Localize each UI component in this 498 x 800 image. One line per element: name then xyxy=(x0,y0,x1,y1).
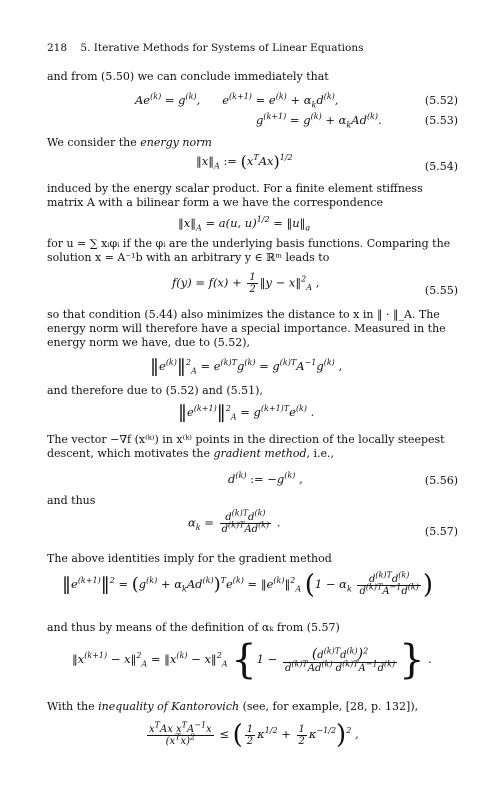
equation-5-57: $\alpha_k$ = $\frac{d^{(k)T}d^{(k)}}{d^{(k)T}Ad^{(k)}}$ . xyxy=(188,508,281,535)
equation-5-54: $‖x‖_A$ := $(x^TAx)^{1/2}$ xyxy=(196,152,293,171)
paragraph-5: so that condition (5.44) also minimizes the distance to x in ‖ · ‖_A. The energy norm will therefore have a special importance. Measured in the energy norm we have, due to (5.52), xyxy=(47,308,446,349)
equation-number-5-57: (5.57) xyxy=(424,525,458,538)
equation-error-reduction: $‖x^{(k+1)}$ − x‖$^2_A$ = $‖x^{(k)}$ − x‖$^2_A$ {1 − $\frac{(d^{(k)T}d^{(k)})^2}{d^{(k)T}Ad^{(k)} d^{(k)T}A^{-1}d^{(k)}}$ } . xyxy=(72,637,432,683)
page-number: 218 xyxy=(47,42,68,54)
paragraph-11-end: (see, for example, [28, p. 132]), xyxy=(239,700,419,713)
equation-5-55: f(y) = f(x) + $\frac{1}{2}$ ‖y − x‖$^2_A$ , xyxy=(172,272,320,295)
equation-energy-norm-next: $‖e^{(k+1)}‖^2_A = g^{(k+1)T}e^{(k)}$ . xyxy=(178,402,315,423)
paragraph-7 xyxy=(47,433,457,461)
equation-kantorovich: $\frac{x^TAx x^TA^{-1}x}{(x^Tx)^2}$ ≤ ( $\frac{1}{2}$ $\kappa^{1/2}$ + $\frac{1}{2}$ $\kappa^{-1/2})^2$ , xyxy=(149,720,359,750)
paragraph-4: for u = ∑ xᵢφᵢ if the φᵢ are the underlying basis functions. Comparing the solution x = A⁻¹b with an arbitrary y ∈ ℝᵐ leads to xyxy=(47,237,451,264)
equation-number-5-52: (5.52) xyxy=(424,94,458,107)
equation-number-5-55: (5.55) xyxy=(424,284,458,297)
paragraph-2 xyxy=(47,136,457,150)
paragraph-2-text: We consider the xyxy=(47,136,141,149)
equation-5-52: $Ae^{(k)} = g^{(k)}$, $e^{(k+1)} = e^{(k)} + \alpha_kd^{(k)}$, xyxy=(135,92,339,110)
equation-number-5-53: (5.53) xyxy=(424,114,458,127)
gradient-method-term: gradient method xyxy=(213,447,307,460)
equation-5-56: $d^{(k)}$ := $-g^{(k)}$ , xyxy=(228,471,303,486)
equation-5-53: $g^{(k+1)} = g^{(k)} + \alpha_kAd^{(k)}$. xyxy=(256,112,382,130)
equation-energy-norm-error: $‖e^{(k)}‖^2_A = e^{(k)T}g^{(k)} = g^{(k)T}A^{-1}g^{(k)}$ , xyxy=(150,356,343,377)
paragraph-11-text: With the xyxy=(47,700,99,713)
equation-correspondence: $‖x‖_A = a(u$, $u)^{1/2} = ‖u‖_a$ xyxy=(178,215,311,233)
equation-number-5-56: (5.56) xyxy=(424,474,458,487)
equation-gradient-identity: $‖e^{(k+1)}‖^2 = (g^{(k)} + \alpha_kAd^{(k)})^Te^{(k)}$ = $‖e^{(k)}‖^2_A$ ($1 - \alpha_k$ $\frac{d^{(k)T}d^{(k)}}{d^{(k)T}A^{-1}d^{(k)}}$ ) xyxy=(62,570,433,600)
paragraph-7-text: The vector −∇f (x⁽ᵏ⁾) in x⁽ᵏ⁾ points in the direction of the locally steepest descent, which motivates the xyxy=(47,433,445,460)
equation-number-5-54: (5.54) xyxy=(424,160,458,173)
paragraph-3: induced by the energy scalar product. For a finite element stiffness matrix A with a bilinear form a we have the correspondence xyxy=(47,182,423,209)
paragraph-9: The above identities imply for the gradient method xyxy=(47,552,332,565)
running-title: 5. Iterative Methods for Systems of Linear Equations xyxy=(80,42,364,54)
paragraph-6: and therefore due to (5.52) and (5.51), xyxy=(47,384,263,397)
paragraph-11 xyxy=(47,700,457,714)
energy-norm-term: energy norm xyxy=(140,136,212,149)
running-header xyxy=(47,42,364,54)
paragraph-8: and thus xyxy=(47,494,96,507)
paragraph-10: and thus by means of the definition of αₖ from (5.57) xyxy=(47,621,340,634)
paragraph-7-end: , i.e., xyxy=(306,447,335,460)
paragraph-1: and from (5.50) we can conclude immediately that xyxy=(47,70,329,83)
kantorovich-term: inequality of Kantorovich xyxy=(98,700,240,713)
